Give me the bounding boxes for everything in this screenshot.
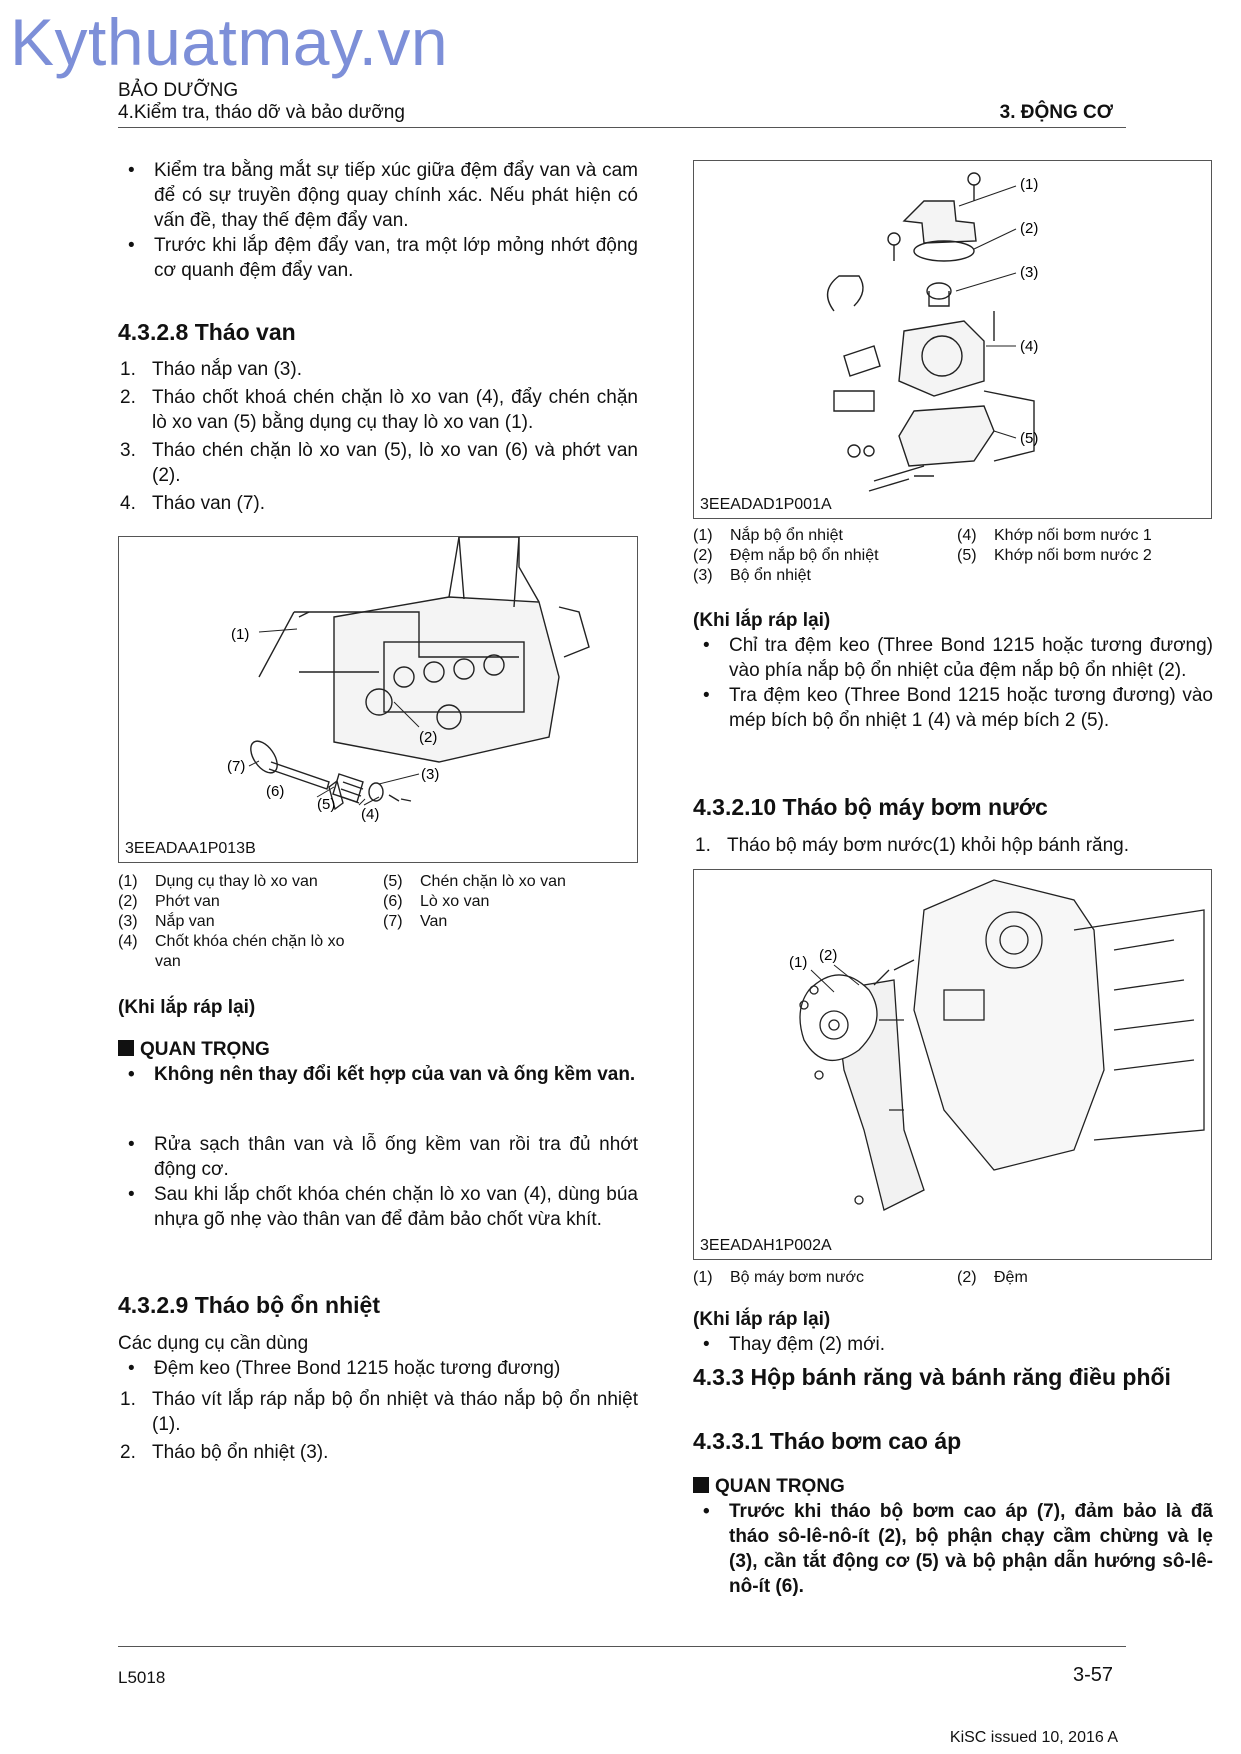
thermostat-illustration [694, 161, 1211, 518]
page-number: 3-57 [1072, 1664, 1113, 1686]
section-heading: 4.3.2.9 Tháo bộ ổn nhiệt [118, 1292, 380, 1318]
caption-row: (2) Đệm nắp bộ ổn nhiệt [693, 547, 879, 564]
important-square-icon [118, 1040, 134, 1056]
water-pump-figure [693, 869, 1212, 1260]
callout-1: (1) [789, 954, 808, 971]
step-list [118, 1387, 638, 1465]
important-label: QUAN TRỌNG [693, 1475, 1213, 1499]
caption-row: (1) Dụng cụ thay lò xo van [118, 873, 318, 890]
figure-code: 3EEADAH1P002A [700, 1237, 832, 1254]
figure-caption-right [957, 526, 1207, 566]
caption-row: (3) Bộ ổn nhiệt [693, 567, 811, 584]
reassembly-note: (Khi lắp ráp lại) [693, 1309, 831, 1330]
caption-row: (1) Nắp bộ ổn nhiệt [693, 527, 843, 544]
header-section: BẢO DƯỠNG [118, 80, 239, 101]
caption-row: (6) Lò xo van [383, 893, 490, 910]
caption-row: (3) Nắp van [118, 913, 215, 930]
tools-label: Các dụng cụ cần dùng [118, 1333, 309, 1354]
figure-code: 3EEADAA1P013B [125, 840, 256, 857]
caption-row: (1) Bộ máy bơm nước [693, 1269, 864, 1286]
callout-2: (2) [1020, 220, 1039, 237]
caption-row: (7) Van [383, 913, 448, 930]
caption-row: (4) Khớp nối bơm nước 1 [957, 527, 1152, 544]
step-item: 4. Tháo van (7). [120, 493, 265, 514]
callout-2: (2) [419, 729, 438, 746]
issue-note: KiSC issued 10, 2016 A [949, 1729, 1118, 1746]
step-item: 2. Tháo chốt khoá chén chặn lò xo van (4), đẩy chén chặn lò xo van (5) bằng dụng cụ thay lò xo van (1). [120, 387, 638, 433]
figure-caption-left [118, 872, 368, 972]
list-item: • Tra đệm keo (Three Bond 1215 hoặc tương đương) vào mép bích bộ ổn nhiệt 1 (4) và mép bích 2 (5). [693, 683, 1213, 733]
header-subsection: 4.Kiểm tra, tháo dỡ và bảo dưỡng [118, 102, 405, 123]
model-code: L5018 [118, 1668, 166, 1687]
chapter-title: 3. ĐỘNG CƠ [999, 102, 1113, 123]
list-item: • Kiểm tra bằng mắt sự tiếp xúc giữa đệm đẩy van và cam để có sự truyền động quay chính xác. Nếu phát hiện có vấn đề, thay thế đệm đẩy van. [118, 158, 638, 233]
cylinder-head-illustration [119, 537, 637, 862]
step-list [693, 833, 1213, 858]
figure-caption-left [693, 1268, 943, 1288]
step-item: 1. Tháo nắp van (3). [120, 359, 302, 380]
thermostat-figure [693, 160, 1212, 519]
figure-caption-left [693, 526, 943, 586]
list-item: • Trước khi lắp đệm đẩy van, tra một lớp mỏng nhớt động cơ quanh đệm đẩy van. [118, 233, 638, 283]
valve-removal-figure [118, 536, 638, 863]
callout-5: (5) [1020, 430, 1039, 447]
page-header [118, 80, 405, 124]
left-column [118, 158, 638, 283]
caption-row: (5) Khớp nối bơm nước 2 [957, 547, 1152, 564]
step-item: 3. Tháo chén chặn lò xo van (5), lò xo van (6) và phớt van (2). [120, 440, 638, 486]
section-heading: 4.3.3 Hộp bánh răng và bánh răng điều phối [693, 1364, 1171, 1390]
figure-caption-right [957, 1268, 1207, 1288]
list-item: • Rửa sạch thân van và lỗ ống kềm van rồi tra đủ nhớt động cơ. [118, 1132, 638, 1182]
caption-row: (4) Chốt khóa chén chặn lò xo van [118, 933, 345, 970]
section-heading: 4.3.3.1 Tháo bơm cao áp [693, 1428, 962, 1454]
important-label: QUAN TRỌNG [118, 1038, 638, 1062]
callout-3: (3) [1020, 264, 1039, 281]
figure-caption-right [383, 872, 633, 932]
step-item: 1. Tháo bộ máy bơm nước(1) khỏi hộp bánh răng. [695, 835, 1130, 856]
figure-code: 3EEADAD1P001A [700, 496, 832, 513]
list-item: • Chỉ tra đệm keo (Three Bond 1215 hoặc tương đương) vào phía nắp bộ ổn nhiệt của đệm nắp bộ ổn nhiệt (2). [693, 633, 1213, 683]
reassembly-note: (Khi lắp ráp lại) [118, 997, 256, 1018]
header-rule [118, 127, 1126, 128]
callout-6: (6) [266, 783, 285, 800]
callout-3: (3) [421, 766, 440, 783]
callout-1: (1) [231, 626, 250, 643]
list-item: • Thay đệm (2) mới. [693, 1332, 1213, 1357]
step-item: 1. Tháo vít lắp ráp nắp bộ ổn nhiệt và tháo nắp bộ ổn nhiệt (1). [120, 1389, 638, 1435]
watermark: Kythuatmay.vn [10, 5, 449, 79]
important-square-icon [693, 1477, 709, 1493]
callout-2: (2) [819, 947, 838, 964]
important-bullet: • Trước khi tháo bộ bơm cao áp (7), đảm bảo là đã tháo sô-lê-nô-ít (2), bộ phận chạy cầm chừng và lẹ (3), cần tắt động cơ (5) và bộ phận dẫn hướng sô-lê-nô-ít (6). [693, 1499, 1213, 1599]
reassembly-note: (Khi lắp ráp lại) [693, 610, 831, 631]
caption-row: (2) Phớt van [118, 893, 220, 910]
callout-4: (4) [1020, 338, 1039, 355]
important-bullet: • Không nên thay đổi kết hợp của van và ống kềm van. [118, 1062, 638, 1087]
caption-row: (2) Đệm [957, 1269, 1028, 1286]
callout-1: (1) [1020, 176, 1039, 193]
section-heading: 4.3.2.10 Tháo bộ máy bơm nước [693, 794, 1048, 820]
list-item: • Sau khi lắp chốt khóa chén chặn lò xo van (4), dùng búa nhựa gõ nhẹ vào thân van để đảm bảo chốt vừa khít. [118, 1182, 638, 1232]
step-item: 2. Tháo bộ ổn nhiệt (3). [120, 1442, 329, 1463]
footer-rule [118, 1646, 1126, 1647]
callout-5: (5) [317, 796, 336, 813]
list-item: • Đệm keo (Three Bond 1215 hoặc tương đương) [118, 1356, 638, 1381]
callout-4: (4) [361, 806, 380, 823]
section-heading: 4.3.2.8 Tháo van [118, 319, 296, 345]
water-pump-illustration [694, 870, 1211, 1259]
caption-row: (5) Chén chặn lò xo van [383, 873, 566, 890]
callout-7: (7) [227, 758, 246, 775]
step-list [118, 357, 638, 516]
